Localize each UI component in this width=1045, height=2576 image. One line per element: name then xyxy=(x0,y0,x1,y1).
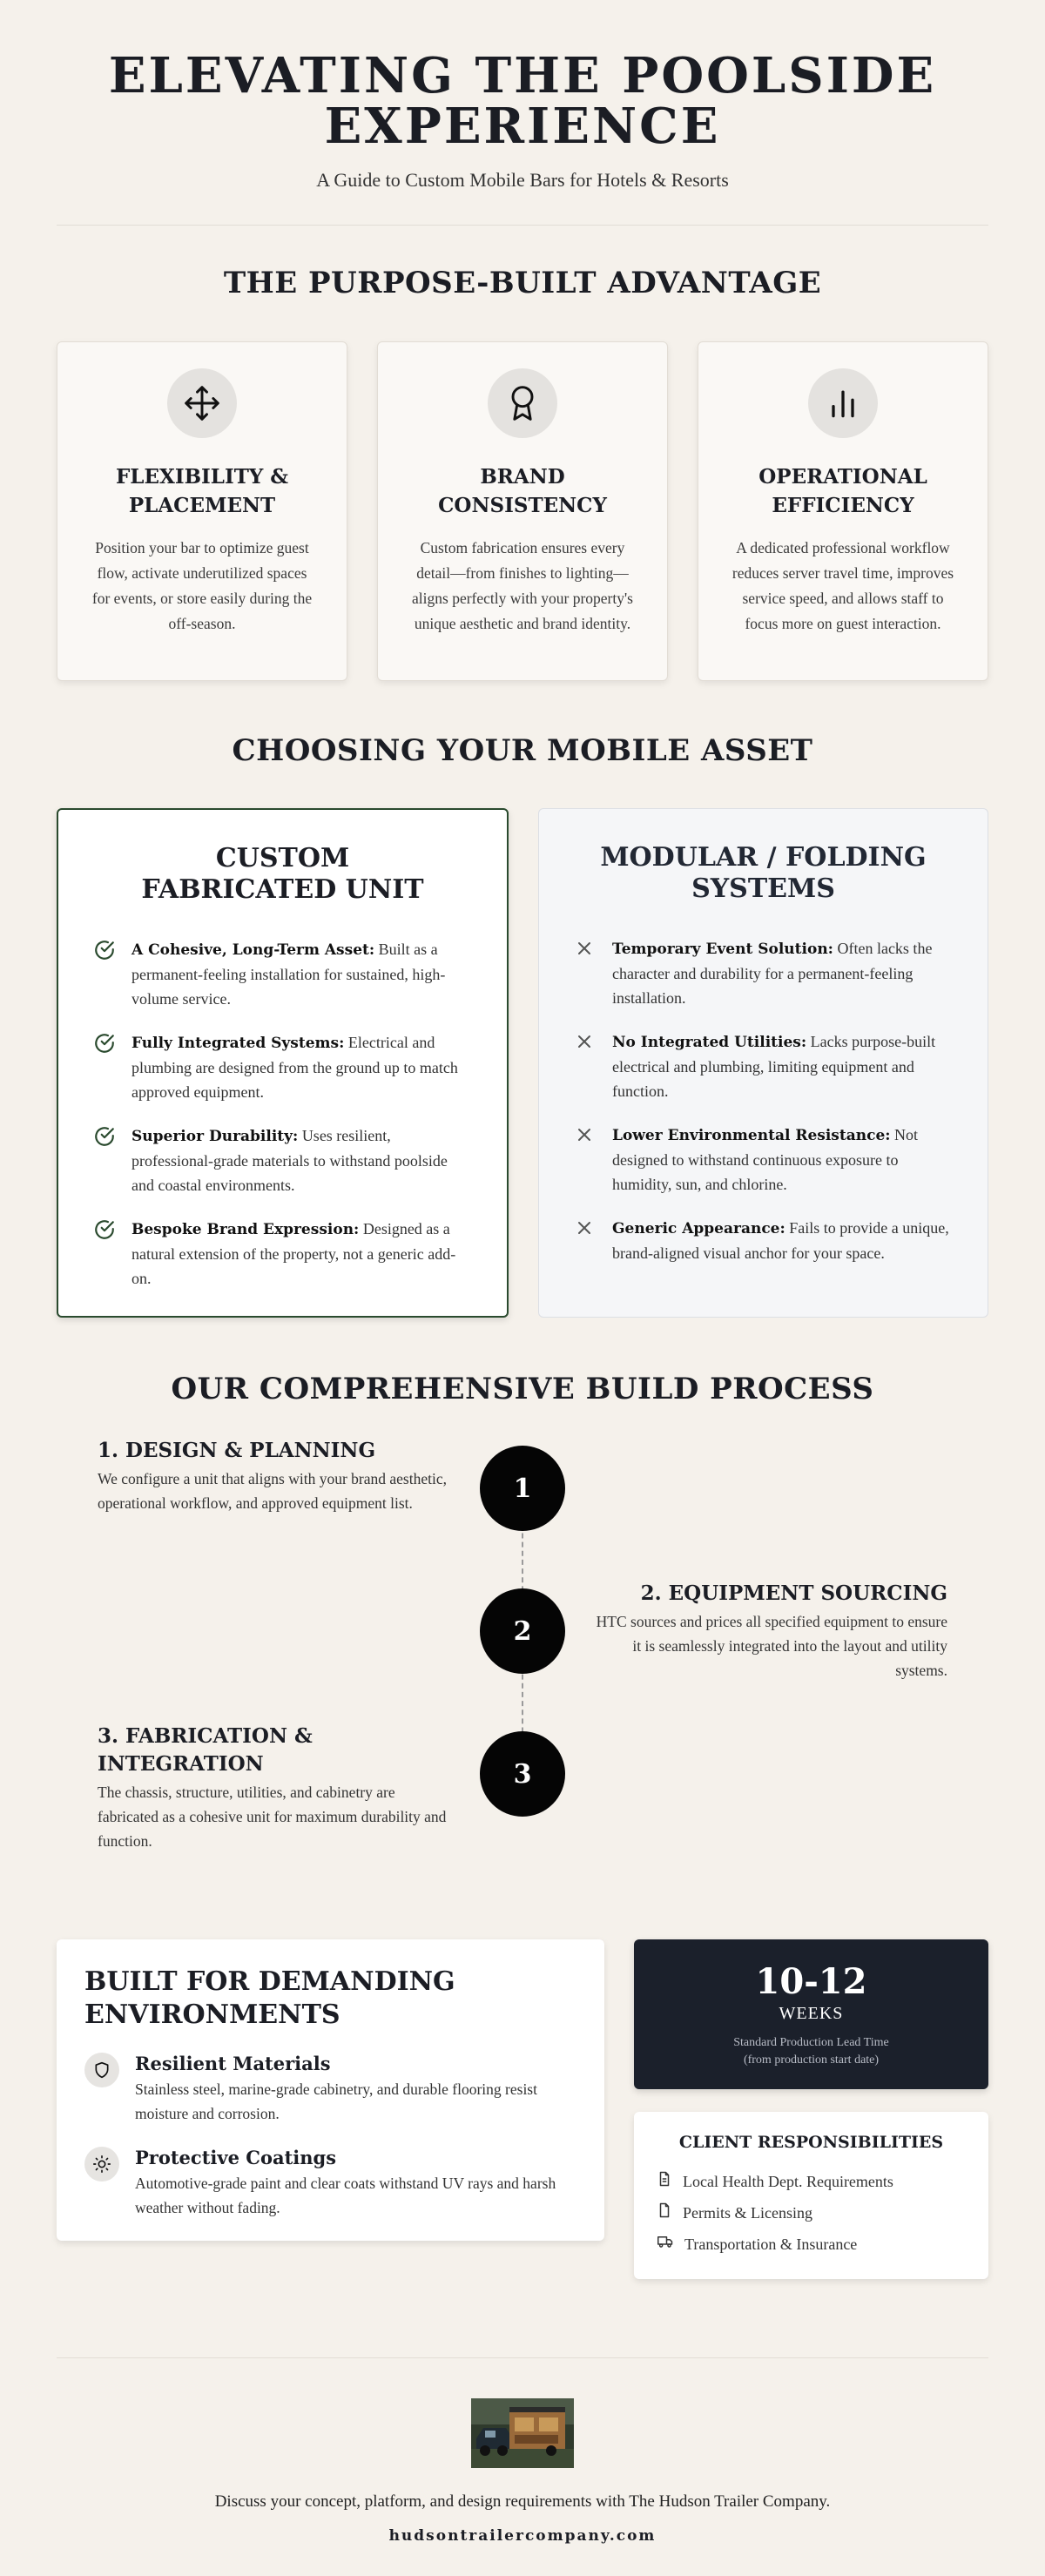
responsibility-item xyxy=(657,2166,966,2197)
mobile-bar-trailer-photo xyxy=(471,2398,574,2468)
item-heading: Superior Durability: xyxy=(131,1128,299,1145)
item-heading: Lower Environmental Resistance: xyxy=(612,1127,891,1144)
page-subtitle: A Guide to Custom Mobile Bars for Hotels & Resorts xyxy=(316,169,729,191)
advantage-card-brand xyxy=(377,341,668,681)
shield-icon xyxy=(84,2053,119,2087)
custom-unit-title: CUSTOM FABRICATED UNIT xyxy=(141,843,424,905)
environments-title: BUILT FOR DEMANDING ENVIRONMENTS xyxy=(84,1966,455,2030)
list-item xyxy=(93,1123,472,1197)
custom-unit-card xyxy=(57,808,509,1318)
list-item xyxy=(93,937,472,1011)
advantages-title: THE PURPOSE-BUILT ADVANTAGE xyxy=(223,266,822,300)
modular-systems-title: MODULAR / FOLDING SYSTEMS xyxy=(600,842,927,904)
check-circle-icon xyxy=(93,937,118,1011)
item-heading: Temporary Event Solution: xyxy=(612,941,833,958)
responsibility-label: Local Health Dept. Requirements xyxy=(683,2173,893,2190)
responsibility-item xyxy=(657,2197,966,2229)
responsibility-label: Transportation & Insurance xyxy=(684,2235,858,2253)
responsibilities-title: CLIENT RESPONSIBILITIES xyxy=(678,2133,944,2152)
document-icon xyxy=(657,2166,672,2197)
environment-item xyxy=(84,2053,576,2126)
footer xyxy=(0,2358,1045,2545)
advantage-title: OPERATIONAL EFFICIENCY xyxy=(758,465,927,517)
item-heading: No Integrated Utilities: xyxy=(612,1034,807,1051)
x-mark-icon xyxy=(574,1216,598,1265)
modular-systems-card xyxy=(538,808,988,1318)
process-step-1 xyxy=(98,1437,455,1515)
environment-item-text: Stainless steel, marine-grade cabinetry, and durable flooring resist moisture and corrosion. xyxy=(135,2080,537,2122)
lead-time-card xyxy=(634,1939,988,2089)
modular-systems-list xyxy=(574,936,953,1265)
environment-item xyxy=(84,2147,576,2220)
environment-item-title: Protective Coatings xyxy=(135,2147,337,2168)
x-mark-icon xyxy=(574,936,598,1010)
client-responsibilities-card xyxy=(634,2112,988,2279)
item-text: Lacks purpose-built electrical and plumbing, limiting equipment and function. xyxy=(612,1033,936,1100)
website-link[interactable]: hudsontrailercompany.com xyxy=(388,2527,657,2545)
advantages-cards xyxy=(0,341,1045,681)
advantage-text: Custom fabrication ensures every detail—from finishes to lighting—aligns perfectly with your property's unique aesthetic and brand identity. xyxy=(412,539,633,632)
file-icon xyxy=(657,2197,672,2229)
responsibility-item xyxy=(657,2229,966,2260)
environments-card xyxy=(57,1939,604,2241)
step-text: The chassis, structure, utilities, and cabinetry are fabricated as a cohesive unit for maximum durability and function. xyxy=(98,1784,447,1850)
item-text: Built as a permanent-feeling installation for sustained, high-volume service. xyxy=(131,941,446,1008)
footer-text: Discuss your concept, platform, and design requirements with The Hudson Trailer Company. xyxy=(214,2492,831,2511)
item-heading: Bespoke Brand Expression: xyxy=(131,1221,360,1238)
check-circle-icon xyxy=(93,1030,118,1104)
advantage-text: A dedicated professional workflow reduces server travel time, improves service speed, and allows staff to focus more on guest interaction. xyxy=(732,539,954,632)
item-heading: Generic Appearance: xyxy=(612,1220,785,1237)
process-step-2 xyxy=(590,1580,947,1682)
responsibility-label: Permits & Licensing xyxy=(683,2204,812,2222)
step-title: 2. EQUIPMENT SOURCING xyxy=(640,1581,947,1605)
item-text: Electrical and plumbing are designed from the ground up to match approved equipment. xyxy=(131,1034,458,1101)
x-mark-icon xyxy=(574,1029,598,1103)
list-item xyxy=(574,1029,953,1103)
step-number-3: 3 xyxy=(480,1731,565,1817)
environment-item-title: Resilient Materials xyxy=(135,2053,331,2074)
item-text: Uses resilient, professional-grade materials to withstand poolside and coastal environments. xyxy=(131,1127,448,1194)
advantage-title: BRAND CONSISTENCY xyxy=(438,465,607,517)
item-text: Often lacks the character and durability for a permanent-feeling installation. xyxy=(612,940,933,1007)
process-step-3 xyxy=(98,1723,455,1853)
process-timeline xyxy=(0,1428,1045,1916)
advantage-text: Position your bar to optimize guest flow, activate underutilized spaces for events, or store easily during the off-season. xyxy=(91,539,313,632)
award-ribbon-icon xyxy=(488,368,557,438)
page-title: ELEVATING THE POOLSIDE EXPERIENCE xyxy=(108,47,937,155)
item-heading: A Cohesive, Long-Term Asset: xyxy=(131,941,375,959)
list-item xyxy=(574,1123,953,1197)
item-text: Fails to provide a unique, brand-aligned visual anchor for your space. xyxy=(612,1219,949,1262)
lead-time-value: 10-12 xyxy=(755,1961,867,2002)
lead-time-note: Standard Production Lead Time xyxy=(733,2036,889,2049)
x-mark-icon xyxy=(574,1123,598,1197)
list-item xyxy=(574,1216,953,1265)
check-circle-icon xyxy=(93,1217,118,1291)
bottom-section xyxy=(0,1939,1045,2279)
move-arrows-icon xyxy=(167,368,237,438)
step-text: HTC sources and prices all specified equipment to ensure it is seamlessly integrated into the layout and utility systems. xyxy=(596,1613,947,1679)
check-circle-icon xyxy=(93,1123,118,1197)
bar-chart-icon xyxy=(808,368,878,438)
step-title: 1. DESIGN & PLANNING xyxy=(98,1439,376,1462)
list-item xyxy=(574,936,953,1010)
comparison xyxy=(0,808,1045,1318)
step-number-2: 2 xyxy=(480,1588,565,1674)
advantage-card-flexibility xyxy=(57,341,347,681)
advantage-title: FLEXIBILITY & PLACEMENT xyxy=(115,465,289,517)
step-number-1: 1 xyxy=(480,1446,565,1531)
custom-unit-list xyxy=(93,937,472,1291)
lead-time-unit: WEEKS xyxy=(779,2004,844,2023)
item-text: Not designed to withstand continuous exposure to humidity, sun, and chlorine. xyxy=(612,1126,919,1193)
item-text: Designed as a natural extension of the property, not a generic add-on. xyxy=(131,1220,456,1287)
truck-icon xyxy=(657,2229,674,2260)
hero-section xyxy=(0,0,1045,192)
list-item xyxy=(93,1217,472,1291)
process-title: OUR COMPREHENSIVE BUILD PROCESS xyxy=(171,1372,874,1406)
item-heading: Fully Integrated Systems: xyxy=(131,1035,345,1052)
environment-item-text: Automotive-grade paint and clear coats withstand UV rays and harsh weather without fading. xyxy=(135,2175,556,2216)
step-text: We configure a unit that aligns with your brand aesthetic, operational workflow, and approved equipment list. xyxy=(98,1470,447,1512)
lead-time-note-sub: (from production start date) xyxy=(743,2053,880,2067)
choosing-title: CHOOSING YOUR MOBILE ASSET xyxy=(232,733,813,768)
right-column xyxy=(634,1939,988,2279)
sun-icon xyxy=(84,2147,119,2182)
advantage-card-efficiency xyxy=(698,341,988,681)
list-item xyxy=(93,1030,472,1104)
step-title: 3. FABRICATION & INTEGRATION xyxy=(98,1724,313,1776)
divider xyxy=(57,225,988,226)
